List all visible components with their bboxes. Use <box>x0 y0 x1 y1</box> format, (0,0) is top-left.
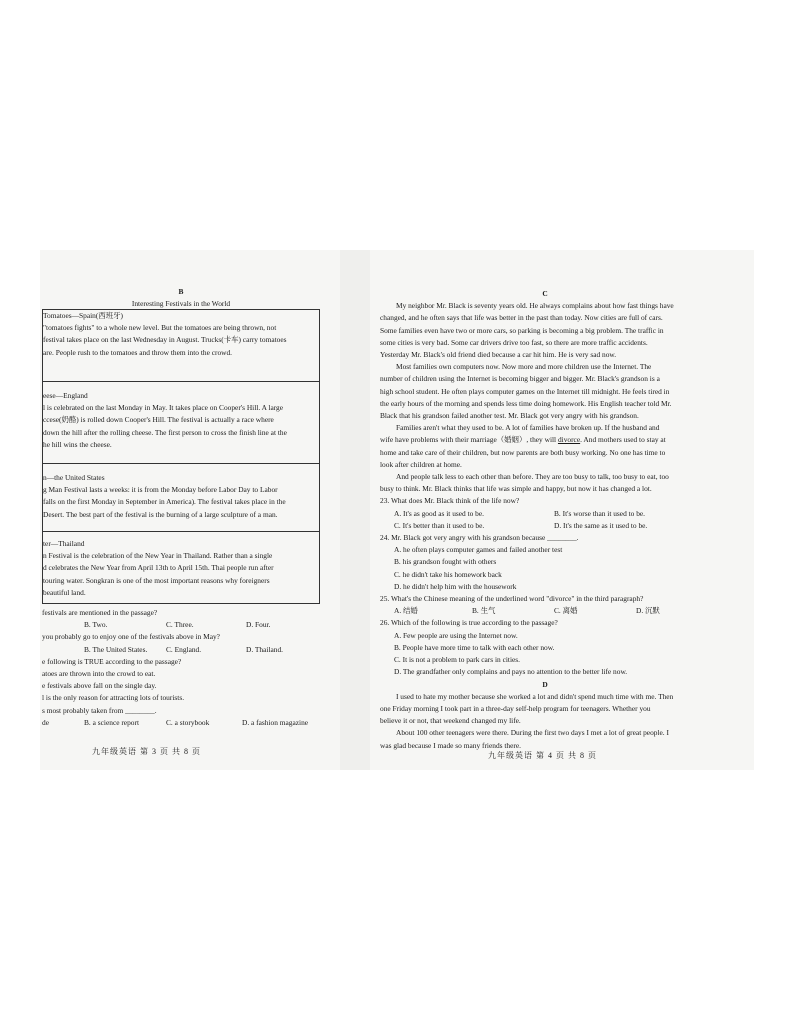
option: D. a fashion magazine <box>242 717 309 727</box>
row-text: Desert. The best part of the festival is the burning of a large sculpture of a man. <box>43 509 278 519</box>
row-text: g Man Festival lasts a weeks: it is from the Monday before Labor Day to Labor <box>43 485 278 495</box>
paragraph-line: Some families even have two or more cars, so parking is becoming a big problem. The traffic in <box>380 325 664 335</box>
section-b-label: B <box>178 287 184 296</box>
question-23: 23. What does Mr. Black think of the life now? <box>380 496 520 506</box>
option: D. Four. <box>246 620 271 630</box>
option: D. It's the same as it used to be. <box>554 520 648 530</box>
option: C. It's better than it used to be. <box>394 520 485 530</box>
underlined-word: divorce <box>557 435 581 445</box>
option: C. he didn't take his homework back <box>394 569 502 579</box>
question-options <box>42 619 322 631</box>
option: C. England. <box>166 644 202 654</box>
option: atoes are thrown into the crowd to eat. <box>42 669 156 679</box>
festival-table <box>42 309 320 604</box>
section-c-label: C <box>542 289 548 298</box>
row-text: festival takes place on the last Wednesday in August. Trucks(卡车) carry tomatoes <box>43 335 287 345</box>
festival-row-england <box>43 382 319 464</box>
paragraph-line: the early hours of the morning and spends less time doing homework. His English teacher told Mr. <box>380 398 672 408</box>
option: B. It's worse than it used to be. <box>554 508 646 518</box>
section-b-title: Interesting Festivals in the World <box>131 299 231 309</box>
question-26: 26. Which of the following is true according to the passage? <box>380 618 558 628</box>
section-d-label: D <box>542 679 548 689</box>
page-gutter <box>340 250 370 770</box>
question-24: 24. Mr. Black got very angry with his grandson because ________. <box>380 533 579 543</box>
option: D. The grandfather only complains and pays no attention to the better life now. <box>394 667 628 677</box>
row-text: l is celebrated on the last Monday in May. It takes place on Cooper's Hill. A large <box>43 403 284 413</box>
row-text: ccese(奶酪) is rolled down Cooper's Hill. The festival is actually a race where <box>43 415 274 425</box>
question-options <box>380 520 710 532</box>
question-text: festivals are mentioned in the passage? <box>42 608 158 617</box>
paragraph-line: Yesterday Mr. Black's old friend died because a car hit him. He is very sad now. <box>380 350 617 360</box>
left-questions <box>42 607 322 729</box>
paragraph-line: changed, and he often says that life was better in the past than today. Now cities are full of cars. <box>380 313 663 323</box>
option: C. a storybook <box>166 717 210 727</box>
paragraph-line: was glad because I made so many friends there. <box>380 740 521 750</box>
option: A. It's as good as it used to be. <box>394 508 485 518</box>
question-text: e following is TRUE according to the passage? <box>42 656 182 666</box>
paragraph-line: one Friday morning I took part in a three-day self-help program for teenagers. Whether you <box>380 703 651 713</box>
paragraph-line: Families aren't what they used to be. A lot of families have broken up. If the husband and <box>396 423 660 433</box>
option: D. 沉默 <box>636 606 660 616</box>
option: D. Thailand. <box>246 644 284 654</box>
option: B. People have more time to talk with each other now. <box>394 642 555 652</box>
row-heading: Tomatoes—Spain(西班牙) <box>43 311 123 320</box>
row-text: beautiful land. <box>43 587 86 597</box>
paragraph-line: Most families own computers now. Now more and more children use the Internet. The <box>396 362 652 372</box>
question-options <box>42 717 322 729</box>
paragraph-line: My neighbor Mr. Black is seventy years old. He always complains about how fast things have <box>396 301 674 311</box>
paragraph-line <box>380 434 710 446</box>
question-25: 25. What's the Chinese meaning of the underlined word "divorce" in the third paragraph? <box>380 594 644 604</box>
option: l is the only reason for attracting lots of tourists. <box>42 693 185 703</box>
row-text: are. People rush to the tomatoes and throw them into the crowd. <box>43 347 233 357</box>
option: B. 生气 <box>472 606 496 616</box>
option: B. a science report <box>84 717 139 727</box>
row-text: n Festival is the celebration of the New Year in Thailand. Rather than a single <box>43 551 273 561</box>
option: D. he didn't help him with the housework <box>394 581 517 591</box>
option: C. Three. <box>166 620 194 630</box>
paragraph-line: some cities is very bad. Some car drivers drive too fast, so there are more traffic accidents. <box>380 337 648 347</box>
row-text: touring water. Songkran is one of the most important reasons why foreigners <box>43 575 270 585</box>
paragraph-line: busy to think. Mr. Black thinks that life was simple and happy, but now it has changed a lot. <box>380 484 652 494</box>
question-options <box>380 508 710 520</box>
row-heading: n—the United States <box>43 473 105 482</box>
option: e festivals above fall on the single day. <box>42 681 157 691</box>
option: B. his grandson fought with others <box>394 557 497 567</box>
row-heading: eese—England <box>43 391 88 400</box>
paragraph-line: Black that his grandson failed another test. Mr. Black got very angry with his grandson. <box>380 411 639 421</box>
left-page-footer: 九年级英语 第 3 页 共 8 页 <box>92 747 201 756</box>
festival-row-thailand <box>43 532 319 603</box>
option: C. It is not a problem to park cars in cities. <box>394 655 521 665</box>
text-run: . And mothers used to stay at <box>580 435 666 445</box>
text-run: wife have problems with their marriage（婚姻）, they will <box>380 435 558 445</box>
festival-row-usa <box>43 464 319 532</box>
option: B. Two. <box>84 620 108 630</box>
option: C. 离婚 <box>554 606 578 616</box>
question-options <box>380 605 710 617</box>
question-options <box>42 644 322 656</box>
right-page <box>380 288 710 752</box>
right-page-footer: 九年级英语 第 4 页 共 8 页 <box>488 751 597 760</box>
paragraph-line: About 100 other teenagers were there. During the first two days I met a lot of great people. I <box>396 728 669 738</box>
option: de <box>42 717 49 727</box>
row-text: "tomatoes fights" to a whole new level. But the tomatoes are being thrown, not <box>43 323 277 333</box>
left-page <box>42 286 320 310</box>
row-text: falls on the first Monday in September in America). The festival takes place in the <box>43 497 286 507</box>
paragraph-line: I used to hate my mother because she worked a lot and didn't spend much time with me. Then <box>396 691 674 701</box>
festival-row-spain <box>43 310 319 382</box>
option: A. he often plays computer games and failed another test <box>394 545 563 555</box>
paragraph-line: And people talk less to each other than before. They are too busy to talk, too busy to eat, too <box>396 472 669 482</box>
paragraph-line: look after children at home. <box>380 459 462 469</box>
row-text: d celebrates the New Year from April 13th to April 15th. Thai people run after <box>43 563 274 573</box>
option: A. Few people are using the Internet now. <box>394 630 518 640</box>
row-text: down the hill after the rolling cheese. The first person to cross the finish line at the <box>43 427 287 437</box>
paragraph-line: high school student. He often plays computer games on the Internet till midnight. He feels tired in <box>380 386 670 396</box>
row-text: he hill wins the cheese. <box>43 439 112 449</box>
row-heading: ter—Thailand <box>43 539 85 548</box>
paragraph-line: believe it or not, that weekend changed my life. <box>380 716 521 726</box>
question-text: you probably go to enjoy one of the festivals above in May? <box>42 632 220 642</box>
option: A. 结婚 <box>394 606 418 616</box>
paragraph-line: number of children using the Internet is becoming bigger and bigger. Mr. Black's grandson is a <box>380 374 660 384</box>
option: B. The United States. <box>84 644 148 654</box>
paragraph-line: home and take care of their children, but now parents are both busy working. No one has time to <box>380 447 666 457</box>
question-text: s most probably taken from ________. <box>42 705 157 715</box>
